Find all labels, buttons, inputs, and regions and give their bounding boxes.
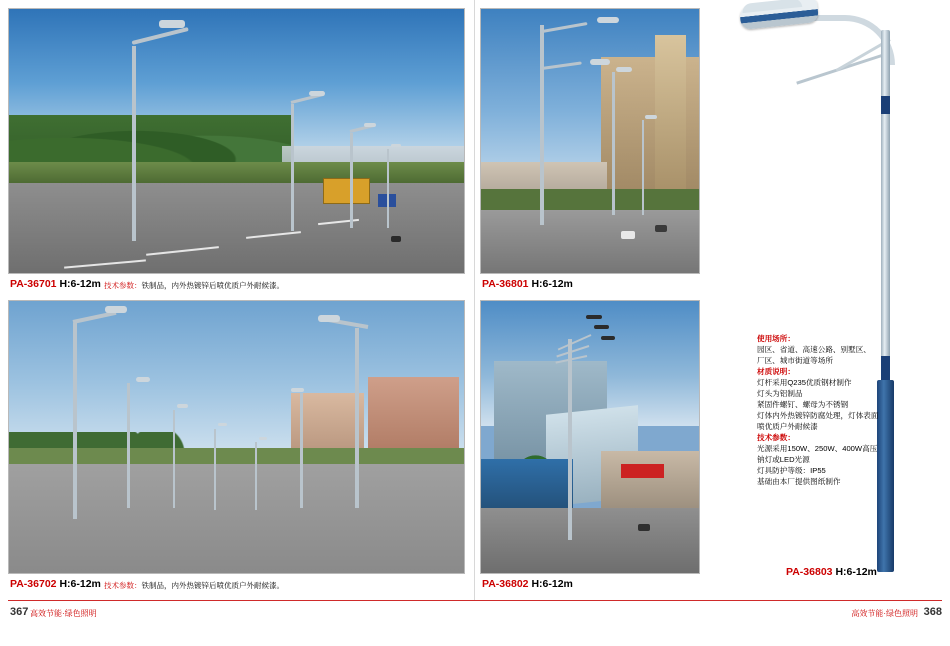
lamp-head xyxy=(391,144,401,147)
lamp-head xyxy=(177,404,188,408)
lamp-pole xyxy=(73,323,77,519)
product-code: PA-36701 xyxy=(10,278,57,290)
lamp-head xyxy=(645,115,657,119)
caption-pa-36802 xyxy=(482,578,573,590)
tech-label: 技术参数： xyxy=(104,581,142,590)
lamp-head xyxy=(590,59,610,65)
tech-text: 铁制品，内外热镀锌后喷优质户外耐候漆。 xyxy=(141,281,284,290)
footer-slogan-left: 高效节能·绿色照明 xyxy=(30,609,97,618)
product-code: PA-36702 xyxy=(10,578,57,590)
shop-sign xyxy=(621,464,665,478)
roadway xyxy=(9,464,464,573)
lamp-pole xyxy=(642,120,644,215)
billboard xyxy=(323,178,371,204)
product-spec: H:6-12m xyxy=(59,278,101,290)
lamp-pole xyxy=(355,328,359,508)
product-spec: H:6-12m xyxy=(531,278,573,290)
lamp-pole xyxy=(387,149,389,228)
pole-joint-upper xyxy=(881,96,890,114)
lamp-pole xyxy=(291,104,294,231)
lamp-head xyxy=(309,91,325,96)
tech-line-1: 光源采用150W、250W、400W高压 xyxy=(757,444,878,453)
lamp-head xyxy=(136,377,150,382)
lamp-pole xyxy=(173,410,175,508)
tech-text: 铁制品，内外热镀锌后喷优质户外耐候漆。 xyxy=(141,581,284,590)
material-line-3: 紧固件螺钉、螺母为不锈钢 xyxy=(757,400,849,409)
tech-note-pa-36701 xyxy=(104,280,284,291)
lamp-head xyxy=(586,315,602,319)
lamp-head xyxy=(318,315,340,322)
lamp-pole xyxy=(540,25,544,226)
usage-heading: 使用场所： xyxy=(757,334,795,343)
tech-line-2: 钠灯或LED光源 xyxy=(757,455,810,464)
lamp-head xyxy=(594,325,609,329)
vehicle xyxy=(638,524,650,531)
construction-hoarding xyxy=(481,459,573,508)
product-spec: H:6-12m xyxy=(531,578,573,590)
product-spec: H:6-12m xyxy=(835,566,877,578)
material-line-2: 灯头为铝制品 xyxy=(757,389,803,398)
lamp-pole xyxy=(300,393,303,507)
lamp-head xyxy=(105,306,127,313)
lamp-head xyxy=(597,17,619,23)
lamp-pole xyxy=(255,442,257,510)
roadside-green xyxy=(481,189,699,210)
tech-line-4: 基础由本厂提供图纸制作 xyxy=(757,477,841,486)
lamp-head xyxy=(159,20,185,28)
high-rise-tower xyxy=(655,35,686,209)
material-line-1: 灯杆采用Q235优质钢材制作 xyxy=(757,378,852,387)
lamp-pole xyxy=(612,72,615,215)
caption-pa-36801 xyxy=(482,278,573,290)
footer-slogan-right: 高效节能·绿色照明 xyxy=(851,609,918,618)
lamp-head xyxy=(616,67,632,72)
tech-heading: 技术参数： xyxy=(757,433,795,442)
vehicle xyxy=(621,231,635,239)
material-line-4: 灯体内外热镀锌防腐处理，灯体表面 xyxy=(757,411,879,420)
shopfront-row xyxy=(601,451,699,511)
lamp-head xyxy=(291,388,304,392)
lamp-pole xyxy=(127,383,130,508)
product-photo-pa-36802 xyxy=(480,300,700,574)
page-number-right: 368 xyxy=(923,606,942,618)
product-spec: H:6-12m xyxy=(59,578,101,590)
caption-pa-36803 xyxy=(786,566,877,578)
lamp-pole xyxy=(350,133,353,228)
product-code: PA-36803 xyxy=(786,566,833,578)
page-spine xyxy=(474,0,475,600)
caption-pa-36702 xyxy=(10,578,101,590)
roadway xyxy=(9,183,464,273)
median-strip xyxy=(9,162,464,183)
material-line-5: 喷优质户外耐候漆 xyxy=(757,422,818,431)
roadway xyxy=(481,210,699,273)
lamp-pole xyxy=(132,46,136,241)
product-photo-pa-36801 xyxy=(480,8,700,274)
lamp-head xyxy=(601,336,615,340)
vehicle xyxy=(391,236,401,242)
median-strip xyxy=(9,448,464,464)
caption-pa-36701 xyxy=(10,278,101,290)
lamp-head xyxy=(259,437,267,440)
product-code: PA-36802 xyxy=(482,578,529,590)
footer-rule xyxy=(8,600,942,601)
lamp-pole xyxy=(214,429,216,511)
tech-note-pa-36702 xyxy=(104,580,284,591)
product-photo-pa-36702 xyxy=(8,300,465,574)
tech-label: 技术参数： xyxy=(104,281,142,290)
product-photo-pa-36701 xyxy=(8,8,465,274)
tech-line-3: 灯具防护等级：IP55 xyxy=(757,466,826,475)
usage-line-2: 厂区、城市街道等场所 xyxy=(757,356,833,365)
product-illustration-pa-36803 xyxy=(700,0,950,600)
page-number-left: 367 xyxy=(10,606,29,618)
product-code: PA-36801 xyxy=(482,278,529,290)
lamp-head xyxy=(364,123,376,127)
material-heading: 材质说明： xyxy=(757,367,795,376)
lamp-pole xyxy=(568,339,572,540)
roadway xyxy=(481,508,699,573)
vehicle xyxy=(655,225,667,232)
usage-line-1: 园区、省道、高速公路、别墅区、 xyxy=(757,345,871,354)
specification-panel xyxy=(757,333,917,487)
